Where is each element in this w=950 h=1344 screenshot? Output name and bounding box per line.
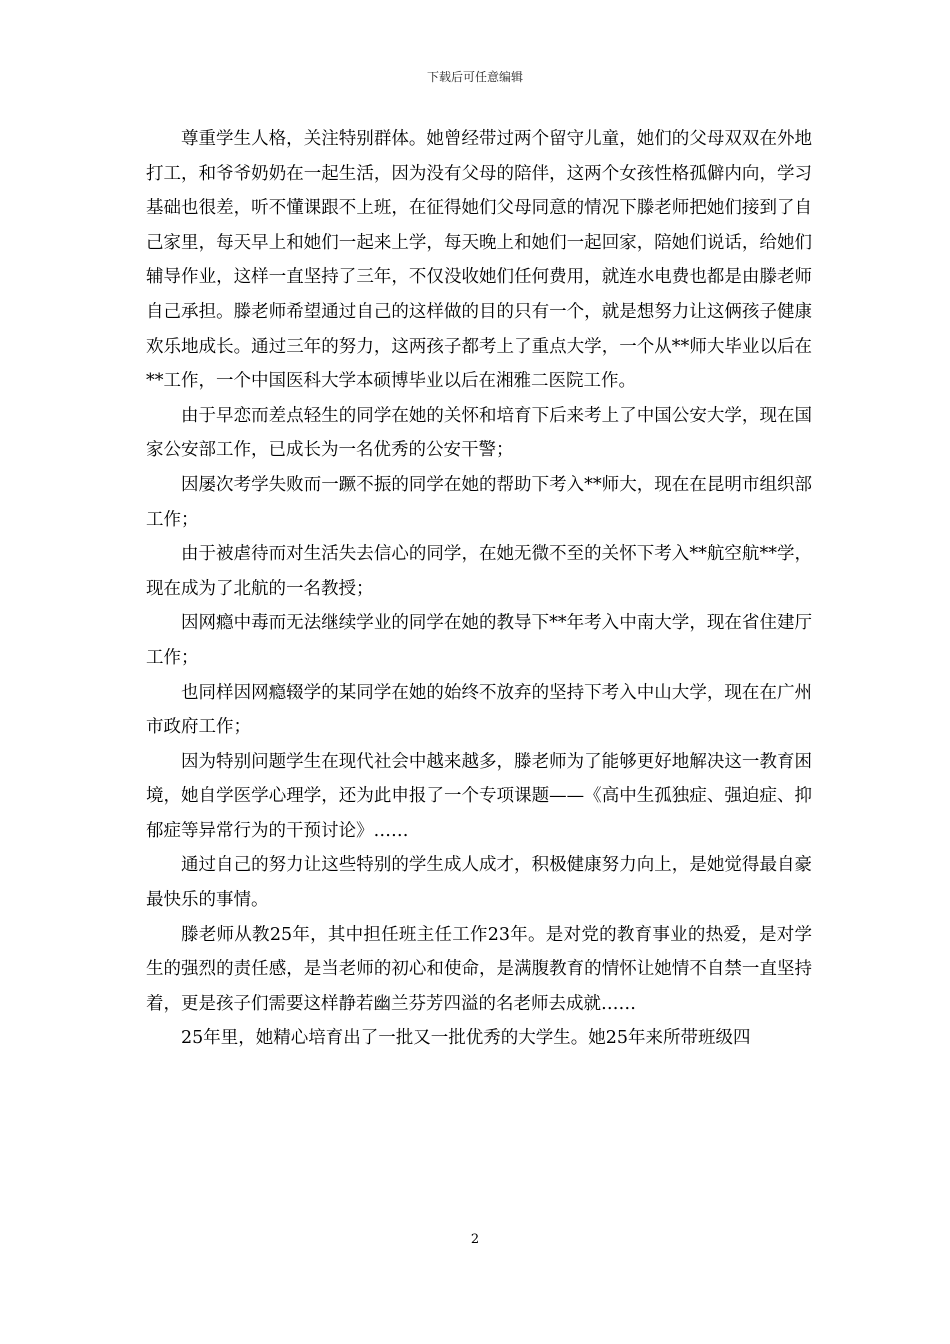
- paragraph: 因网瘾中毒而无法继续学业的同学在她的教导下**年考入中南大学，现在省住建厅工作；: [146, 613, 812, 668]
- paragraph: 因屡次考学失败而一蹶不振的同学在她的帮助下考入**师大，现在在昆明市组织部工作；: [146, 474, 812, 530]
- paragraph: 因为特别问题学生在现代社会中越来越多，滕老师为了能够更好地解决这一教育困境，她自学医学心理学，还为此申报了一个专项课题——《高中生孤独症、强迫症、抑郁症等异常行为的干预讨论》……: [146, 751, 812, 841]
- paragraph: 滕老师从教25年，其中担任班主任工作23年。是对党的教育事业的热爱，是对学生的强烈的责任感，是当老师的初心和使命，是满腹教育的情怀让她情不自禁一直坚持着，更是孩子们需要这样静若幽兰芬芳四溢的名老师去成就……: [146, 924, 812, 1014]
- body-text: [146, 122, 812, 1056]
- paragraph: 25年里，她精心培育出了一批又一批优秀的大学生。她25年来所带班级四: [181, 1028, 751, 1049]
- paragraph: 也同样因网瘾辍学的某同学在她的始终不放弃的坚持下考入中山大学，现在在广州市政府工作；: [146, 682, 812, 738]
- page-number: 2: [470, 1232, 480, 1247]
- paragraph: 通过自己的努力让这些特别的学生成人成才，积极健康努力向上，是她觉得最自豪最快乐的事情。: [146, 855, 812, 911]
- paragraph: 尊重学生人格，关注特别群体。她曾经带过两个留守儿童，她们的父母双双在外地打工，和爷爷奶奶在一起生活，因为没有父母的陪伴，这两个女孩性格孤僻内向，学习基础也很差，听不懂课跟不上班，在征得她们父母同意的情况下滕老师把她们接到了自己家里，每天早上和她们一起来上学，每天晚上和她们一起回家，陪她们说话，给她们辅导作业，这样一直坚持了三年，不仅没收她们任何费用，就连水电费也都是由滕老师自己承担。滕老师希望通过自己的这样做的目的只有一个，就是想努力让这俩孩子健康欢乐地成长。通过三年的努力，这两孩子都考上了重点大学，一个从**师大毕业以后在**工作，一个中国医科大学本硕博毕业以后在湘雅二医院工作。: [146, 129, 812, 392]
- paragraph: 由于被虐待而对生活失去信心的同学，在她无微不至的关怀下考入**航空航**学，现在成为了北航的一名教授；: [146, 544, 812, 599]
- page-header: 下载后可任意编辑: [426, 70, 523, 84]
- paragraph: 由于早恋而差点轻生的同学在她的关怀和培育下后来考上了中国公安大学，现在国家公安部工作，已成长为一名优秀的公安干警；: [146, 405, 812, 461]
